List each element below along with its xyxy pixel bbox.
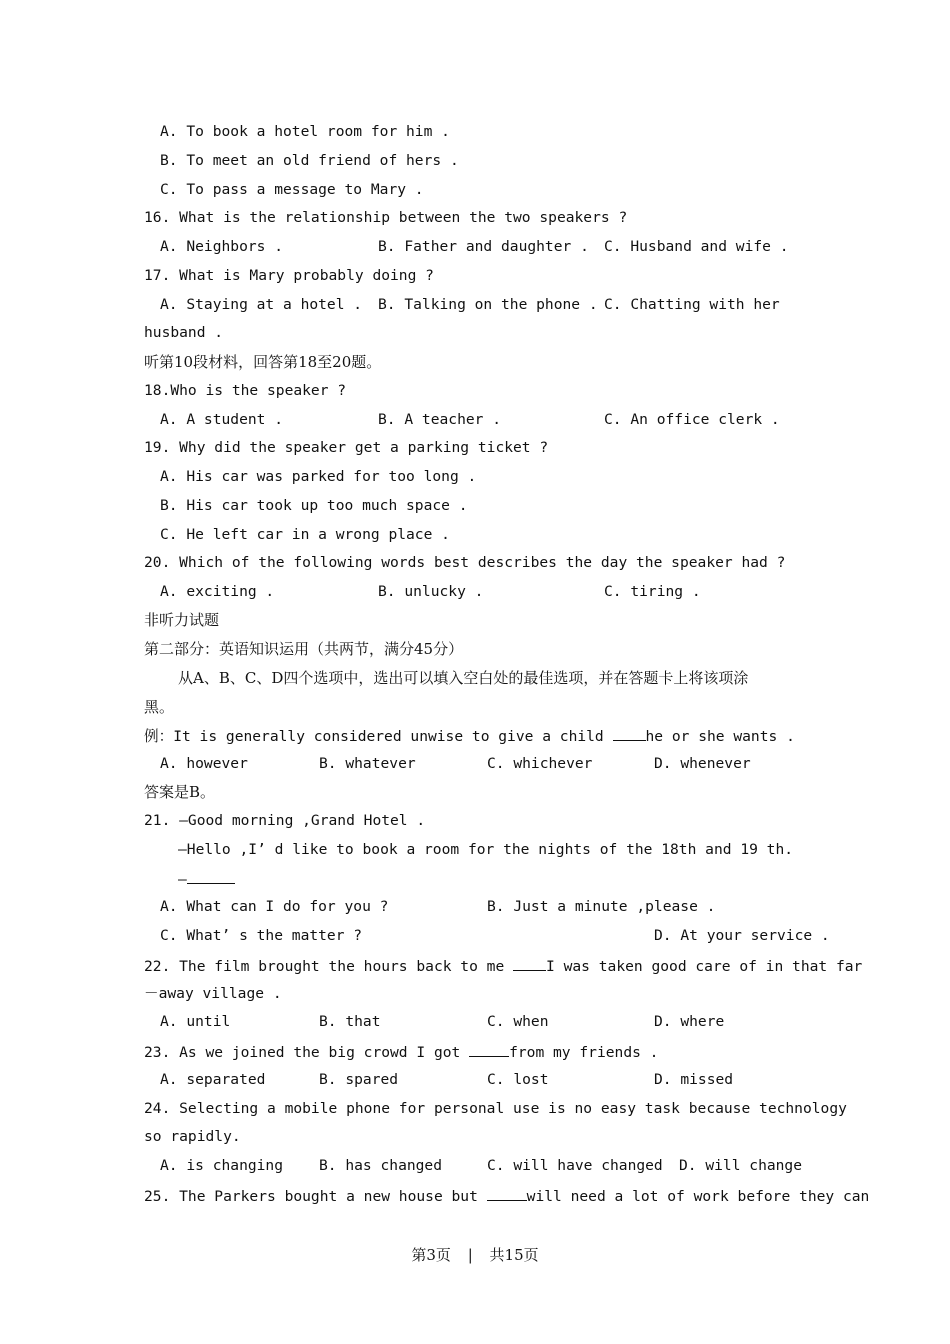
- page-total: 共15页: [489, 1246, 539, 1264]
- page-number: 第3页: [411, 1246, 451, 1264]
- option-b: B. unlucky .: [378, 583, 484, 600]
- question-text: I was taken good care of in that far: [546, 958, 863, 975]
- option-a: A. Neighbors .: [160, 238, 284, 255]
- option-d: D. missed: [654, 1071, 734, 1088]
- option-c: C. Husband and wife .: [604, 238, 789, 255]
- question-text: will need a lot of work before they can: [526, 1188, 870, 1205]
- option-line: C. To pass a message to Mary .: [160, 181, 424, 198]
- question-23: [144, 1041, 658, 1063]
- example-question: [144, 725, 795, 747]
- option-c: C. Chatting with her: [604, 296, 780, 313]
- question-16: 16. What is the relationship between the two speakers ?: [144, 209, 628, 226]
- option-a: A. His car was parked for too long .: [160, 468, 477, 485]
- option-b: B. has changed: [319, 1157, 443, 1174]
- option-a: A. A student .: [160, 411, 284, 428]
- option-d: D. where: [654, 1013, 725, 1030]
- answer-blank: [187, 868, 235, 884]
- question-20: 20. Which of the following words best describes the day the speaker had ?: [144, 554, 786, 571]
- option-b: B. Just a minute ,please .: [487, 898, 716, 915]
- option-c: C. An office clerk .: [604, 411, 780, 428]
- option-line: B. To meet an old friend of hers .: [160, 152, 459, 169]
- question-18: 18.Who is the speaker ?: [144, 382, 347, 399]
- answer-blank: [613, 725, 646, 741]
- question-24-continued: so rapidly.: [144, 1128, 241, 1145]
- question-25: [144, 1185, 869, 1207]
- option-b: B. A teacher .: [378, 411, 502, 428]
- option-b: B. spared: [319, 1071, 399, 1088]
- footer-separator: |: [467, 1246, 473, 1264]
- option-b: B. His car took up too much space .: [160, 497, 468, 514]
- option-b: B. Father and daughter .: [378, 238, 589, 255]
- option-c: C. What’ s the matter ?: [160, 927, 363, 944]
- option-c: C. tiring .: [604, 583, 701, 600]
- answer-blank: [469, 1041, 509, 1057]
- option-c: C. He left car in a wrong place .: [160, 526, 450, 543]
- option-b: B. Talking on the phone .: [378, 296, 598, 313]
- option-b: B. whatever: [319, 755, 416, 772]
- instructions: 从A、B、C、D四个选项中，选出可以填入空白处的最佳选项，并在答题卡上将该项涂: [178, 669, 749, 687]
- option-a: A. is changing: [160, 1157, 284, 1174]
- example-text: 例：It is generally considered unwise to give a child: [144, 728, 613, 745]
- question-17: 17. What is Mary probably doing ?: [144, 267, 434, 284]
- option-a: A. however: [160, 755, 248, 772]
- option-c: C. will have changed: [487, 1157, 663, 1174]
- option-d: D. whenever: [654, 755, 751, 772]
- example-text: he or she wants .: [645, 728, 795, 745]
- option-c: C. whichever: [487, 755, 593, 772]
- question-22: [144, 955, 862, 977]
- option-a: A. separated: [160, 1071, 266, 1088]
- section-heading: 非听力试题: [144, 611, 220, 629]
- section-heading: 听第10段材料，回答第18至20题。: [144, 353, 382, 371]
- dialogue-line: [178, 868, 235, 890]
- question-24: 24. Selecting a mobile phone for personal use is no easy task because technology: [144, 1100, 847, 1117]
- example-answer: 答案是B。: [144, 783, 216, 801]
- dialogue-dash: —: [178, 871, 187, 888]
- option-a: A. exciting .: [160, 583, 275, 600]
- option-c: C. lost: [487, 1071, 549, 1088]
- option-line: A. To book a hotel room for him .: [160, 123, 450, 140]
- question-21: 21. —Good morning ,Grand Hotel .: [144, 812, 426, 829]
- answer-blank: [513, 955, 546, 971]
- option-a: A. What can I do for you ?: [160, 898, 389, 915]
- answer-blank: [487, 1185, 527, 1201]
- question-text: 22. The film brought the hours back to me: [144, 958, 514, 975]
- option-c-continued: husband .: [144, 324, 224, 341]
- question-19: 19. Why did the speaker get a parking ticket ?: [144, 439, 549, 456]
- option-a: A. Staying at a hotel .: [160, 296, 363, 313]
- option-d: D. At your service .: [654, 927, 830, 944]
- question-text: from my friends .: [509, 1044, 659, 1061]
- option-a: A. until: [160, 1013, 231, 1030]
- part-heading: 第二部分：英语知识运用（共两节，满分45分）: [144, 640, 464, 658]
- option-c: C. when: [487, 1013, 549, 1030]
- page-footer: [0, 1244, 950, 1265]
- option-d: D. will change: [679, 1157, 803, 1174]
- question-text: 23. As we joined the big crowd I got: [144, 1044, 470, 1061]
- question-22-continued: －away village .: [144, 985, 282, 1002]
- instructions-continued: 黑。: [144, 698, 175, 716]
- option-b: B. that: [319, 1013, 381, 1030]
- question-text: 25. The Parkers bought a new house but: [144, 1188, 487, 1205]
- dialogue-line: —Hello ,I’ d like to book a room for the nights of the 18th and 19 th.: [178, 841, 794, 858]
